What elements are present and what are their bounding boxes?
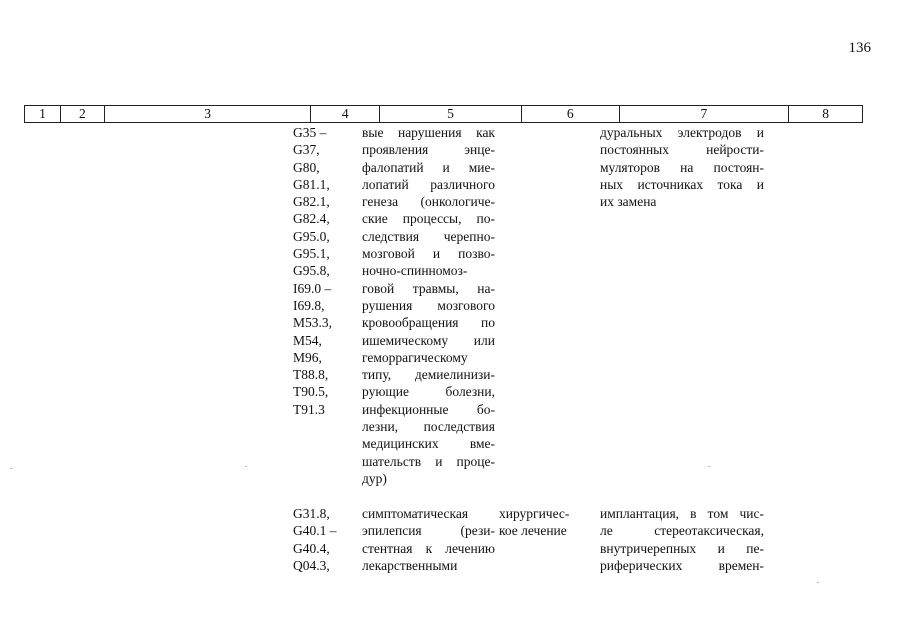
header-col-7: 7 xyxy=(620,106,790,122)
text-line: имплантация, в том чис- xyxy=(600,506,764,521)
text-line: инфекционные бо- xyxy=(362,401,495,417)
text-line: рующие болезни, xyxy=(362,384,495,400)
text-line: ле стереотаксическая, xyxy=(600,523,764,539)
header-col-8: 8 xyxy=(822,106,829,121)
text-line: типу, демиелинизи- xyxy=(362,367,495,383)
text-line: ишемическому или xyxy=(362,332,495,348)
text-line: лекарственными xyxy=(362,557,458,573)
text-line: медицинских вме- xyxy=(362,436,495,452)
row1-condition-text xyxy=(362,124,495,487)
row2-condition-text xyxy=(362,505,495,574)
page-number: 136 xyxy=(848,40,871,56)
text-line: мозговой и позво- xyxy=(362,246,495,262)
text-line: рушения мозгового xyxy=(362,297,495,313)
header-col-3: 3 xyxy=(105,106,312,122)
text-line: лопатий различного xyxy=(362,176,495,192)
text-line: генеза (онкологиче- xyxy=(362,194,495,210)
text-line: ных источниках тока и xyxy=(600,176,764,192)
text-line: внутричерепных и пе- xyxy=(600,540,764,556)
text-line: ночно-спинномоз- xyxy=(362,263,468,279)
text-line: их замена xyxy=(600,194,657,210)
text-line: кровообращения по xyxy=(362,315,495,331)
row2-treatment-type: хирургичес- кое лечение xyxy=(499,506,570,539)
text-line: шательств и проце- xyxy=(362,453,495,469)
row2-method-text xyxy=(600,505,764,574)
text-line: дур) xyxy=(362,470,387,486)
table-header-row xyxy=(24,105,863,123)
scan-speck xyxy=(708,466,710,467)
text-line: следствия черепно- xyxy=(362,228,495,244)
text-line: стентная к лечению xyxy=(362,540,495,556)
text-line: лезни, последствия xyxy=(362,419,495,435)
header-col-1: 1 xyxy=(25,106,61,122)
row2-diagnosis-codes: G31.8, G40.1 – G40.4, Q04.3, xyxy=(293,506,337,573)
row1-method-text xyxy=(600,124,764,210)
scan-speck xyxy=(10,468,12,469)
text-line: ские процессы, по- xyxy=(362,211,495,227)
scan-speck xyxy=(817,582,819,583)
header-col-4: 4 xyxy=(311,106,380,122)
row1-diagnosis-codes: G35 – G37, G80, G81.1, G82.1, G82.4, G95.0, G95.1, G95.8, I69.0 – I69.8, M53.3, M54, M96, T88.8, T90.5, T91.3 xyxy=(293,125,333,417)
header-col-5: 5 xyxy=(380,106,522,122)
text-line: фалопатий и мие- xyxy=(362,159,495,175)
header-col-6: 6 xyxy=(522,106,620,122)
text-line: проявления энце- xyxy=(362,142,495,158)
text-line: муляторов на постоян- xyxy=(600,159,764,175)
text-line: эпилепсия (рези- xyxy=(362,523,495,539)
scan-speck xyxy=(245,466,247,467)
text-line: геморрагическому xyxy=(362,349,468,365)
text-line: дуральных электродов и xyxy=(600,125,764,140)
header-col-2: 2 xyxy=(61,106,105,122)
text-line: симптоматическая xyxy=(362,506,469,521)
text-line: говой травмы, на- xyxy=(362,280,495,296)
text-line: вые нарушения как xyxy=(362,125,495,140)
text-line: постоянных нейрости- xyxy=(600,142,764,158)
text-line: риферических времен- xyxy=(600,557,764,573)
